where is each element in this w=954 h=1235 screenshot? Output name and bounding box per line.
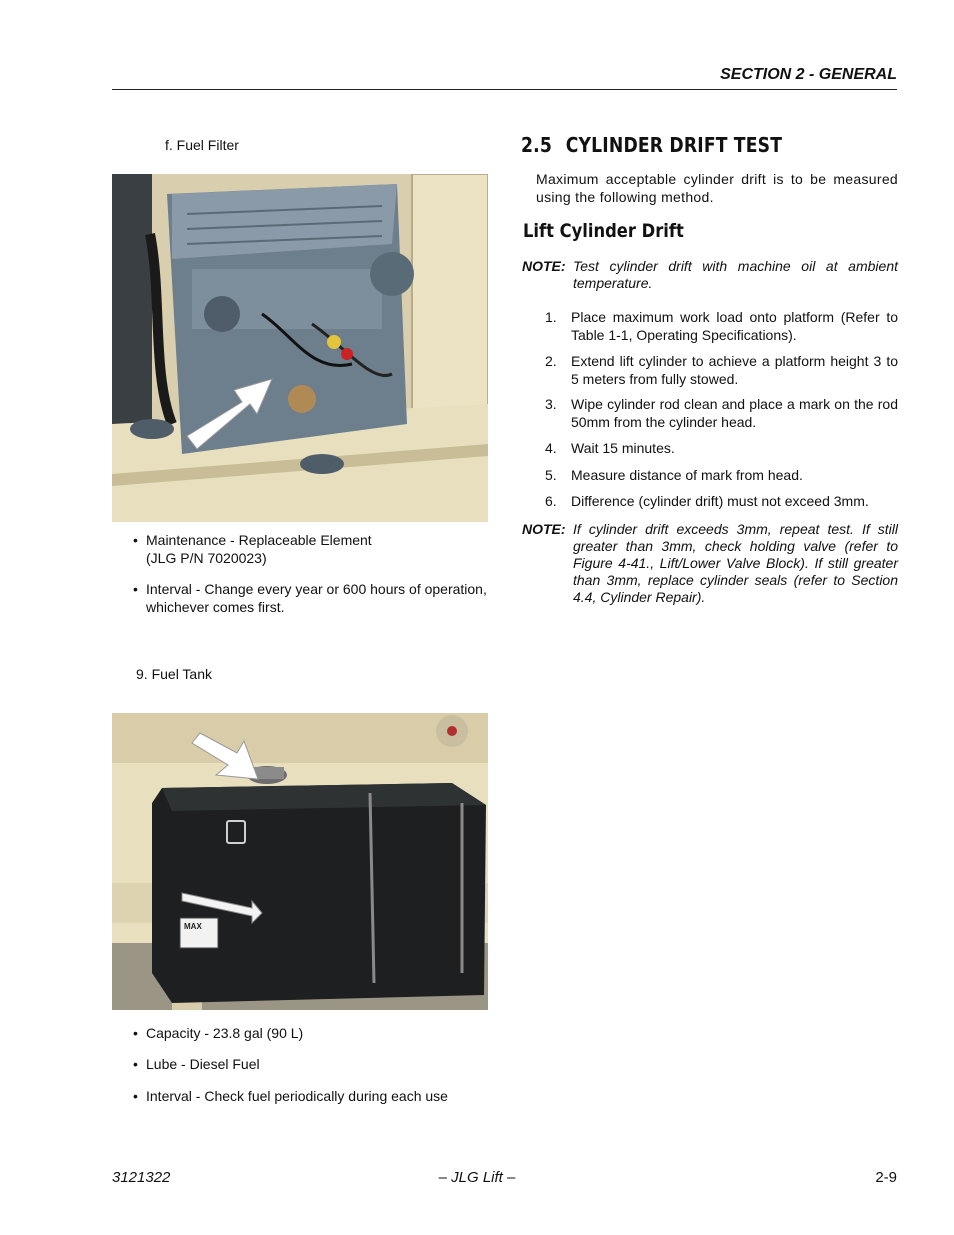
list-item: • Lube - Diesel Fuel xyxy=(133,1056,260,1072)
note-block xyxy=(522,521,898,606)
max-decal: MAX xyxy=(184,922,202,931)
step-item: 1. Place maximum work load onto platform (Refer to Table 1-1, Operating Specifications). xyxy=(545,309,898,343)
step-item: 6. Difference (cylinder drift) must not exceed 3mm. xyxy=(545,493,869,509)
fuel-tank-label: 9. Fuel Tank xyxy=(136,666,213,682)
section-heading-text: CYLINDER DRIFT TEST xyxy=(565,133,783,157)
step-item: 5. Measure distance of mark from head. xyxy=(545,467,803,483)
fuel-filter-photo xyxy=(112,174,488,522)
page-number: 2-9 xyxy=(875,1169,897,1186)
note-label: NOTE: xyxy=(522,521,566,537)
section-heading xyxy=(521,133,782,157)
step-item: 4. Wait 15 minutes. xyxy=(545,440,675,456)
list-item: • Capacity - 23.8 gal (90 L) xyxy=(133,1025,304,1041)
note-label: NOTE: xyxy=(522,258,566,274)
doc-number: 3121322 xyxy=(112,1169,171,1186)
subheading: Lift Cylinder Drift xyxy=(523,220,684,242)
note-text: If cylinder drift exceeds 3mm, repeat test. If still greater than 3mm, check holding valve (refer to Figure 4-41., Lift/Lower Valve Block). If still greater than 3mm, replace cylinder seals (refer to Section 4.4, Cylinder Repair). xyxy=(573,521,898,605)
header-rule xyxy=(112,89,897,90)
fuel-filter-label: f. Fuel Filter xyxy=(165,137,239,153)
fuel-tank-photo xyxy=(112,713,488,1010)
list-item: • Interval - Change every year or 600 hours of operation, whichever comes first. xyxy=(133,581,487,615)
step-item: 2. Extend lift cylinder to achieve a platform height 3 to 5 meters from fully stowed. xyxy=(545,353,898,387)
intro-paragraph: Maximum acceptable cylinder drift is to be measured using the following method. xyxy=(536,171,898,205)
step-item: 3. Wipe cylinder rod clean and place a mark on the rod 50mm from the cylinder head. xyxy=(545,396,898,430)
list-item: • Interval - Check fuel periodically during each use xyxy=(133,1088,448,1104)
footer-center: – JLG Lift – xyxy=(438,1169,516,1186)
note-text: Test cylinder drift with machine oil at ambient temperature. xyxy=(573,258,898,291)
section-title: SECTION 2 - GENERAL xyxy=(720,66,897,83)
note-block xyxy=(522,258,898,292)
section-number: 2.5 xyxy=(521,133,552,157)
list-item: • Maintenance - Replaceable Element (JLG P/N 7020023) xyxy=(133,532,372,566)
